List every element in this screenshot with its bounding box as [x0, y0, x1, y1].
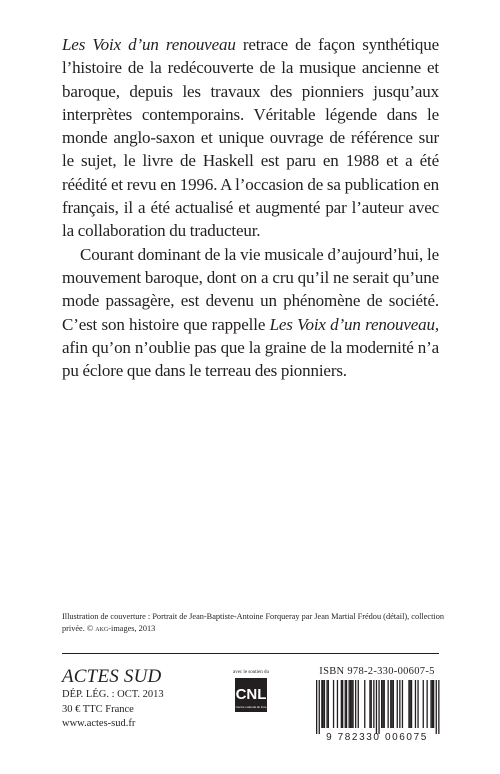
barcode-bar — [323, 680, 324, 728]
barcode-bar — [324, 680, 325, 728]
book-title-italic: Les Voix d’un renouveau — [62, 35, 236, 54]
barcode-bar — [417, 680, 418, 728]
barcode-bar — [433, 680, 434, 728]
barcode-bar — [410, 680, 411, 728]
barcode-bar — [381, 680, 382, 728]
publisher-website: www.actes-sud.fr — [62, 718, 136, 729]
blurb-paragraph-1-text: retrace de façon synthétique l’histoire de la redécouverte de la musique ancienne et baroque, depuis les travaux des pionniers jusqu’aux interprètes contemporains. Véritable légende dans le monde anglo-saxon et unique ouvrage de référence sur le sujet, le livre de Haskell est paru en 1988 et a été réédité et revu en 1996. A l’occasion de sa publication en français, il a été actualisé et augmenté par l’auteur avec la collaboration du traducteur. — [62, 35, 439, 241]
barcode-bar — [373, 680, 374, 728]
cover-illustration-credit — [62, 611, 447, 635]
publisher-name: ACTES SUD — [62, 666, 162, 687]
barcode-bar — [423, 680, 424, 728]
barcode-bar — [369, 680, 370, 728]
barcode-bar — [376, 680, 377, 734]
barcode-bar — [411, 680, 412, 728]
blurb-paragraph-2-text-before: Courant dominant de la vie musicale d’aujourd’hui, le mouvement baroque, dont on a cru qu’il ne serait qu’une mode passagère, est devenu un phénomène de société. C’est son histoire que rappelle — [62, 244, 439, 334]
barcode-bar — [382, 680, 383, 728]
barcode-bar — [399, 680, 400, 728]
barcode-bar — [351, 680, 352, 728]
barcode-bar — [355, 680, 356, 728]
credit-text: Illustration de couverture : Portrait de Jean-Baptiste-Antoine Forqueray par Jean Martial Frédou (détail), collection privée. © — [62, 612, 444, 633]
barcode-bar — [321, 680, 322, 728]
barcode-bar — [402, 680, 403, 728]
book-title-italic: Les Voix d’un renouveau — [269, 314, 435, 334]
barcode-bar — [415, 680, 416, 728]
blurb-paragraph-2 — [62, 243, 439, 383]
barcode-bar — [430, 680, 431, 728]
barcode-bar — [333, 680, 334, 728]
barcode-bar — [346, 680, 347, 728]
publisher-imprint — [62, 666, 222, 732]
barcode-bar — [364, 680, 365, 728]
barcode-bar — [397, 680, 398, 728]
barcode-bar — [319, 680, 320, 734]
isbn-block — [302, 665, 452, 742]
blurb-text — [62, 33, 439, 382]
barcode-bar — [328, 680, 329, 728]
legal-deposit: DÉP. LÉG. : OCT. 2013 — [62, 689, 164, 700]
barcode-bar — [438, 680, 439, 734]
barcode-bar — [384, 680, 385, 728]
sponsor-caption: avec le soutien du — [233, 670, 269, 675]
barcode — [302, 680, 452, 742]
barcode-digits: 9 782330 006075 — [326, 732, 428, 742]
barcode-bar — [432, 680, 433, 728]
blurb-paragraph-2-text-after: , afin qu’on n’oublie pas que la graine de la modernité n’a pu éclore que dans le terreau des pionniers. — [62, 314, 439, 381]
barcode-bar — [393, 680, 394, 728]
price: 30 € TTC France — [62, 703, 134, 715]
barcode-bar — [358, 680, 359, 728]
barcode-bar — [408, 680, 409, 728]
divider-rule — [62, 653, 439, 654]
barcode-bar — [436, 680, 437, 734]
barcode-bar — [342, 680, 343, 728]
barcode-bar — [352, 680, 353, 728]
barcode-bar — [378, 680, 379, 734]
barcode-bar — [349, 680, 350, 728]
barcode-bar — [371, 680, 372, 728]
credit-text-end: -images, 2013 — [108, 624, 156, 633]
barcode-bar — [350, 680, 351, 728]
svg-text:Centre national du livre: Centre national du livre — [235, 705, 267, 709]
cnl-logo — [235, 678, 267, 712]
barcode-bar — [337, 680, 338, 728]
barcode-bar — [341, 680, 342, 728]
sponsor-block — [231, 669, 271, 712]
barcode-bar — [345, 680, 346, 728]
svg-text:CNL: CNL — [235, 686, 267, 703]
barcode-bar — [388, 680, 389, 728]
barcode-bar — [427, 680, 428, 728]
barcode-bar — [326, 680, 327, 728]
barcode-bar — [391, 680, 392, 728]
barcode-bar — [390, 680, 391, 728]
credit-agency: akg — [95, 624, 109, 633]
barcode-bar — [316, 680, 317, 734]
blurb-paragraph-1 — [62, 33, 439, 243]
isbn-label: ISBN 978-2-330-00607-5 — [319, 666, 435, 677]
